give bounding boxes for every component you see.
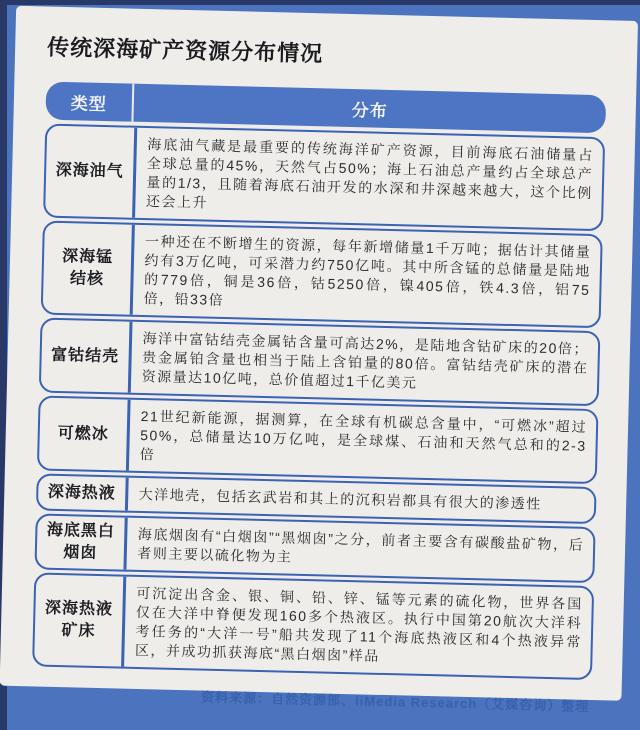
row-distribution-text: 海底烟囱有“白烟囱”“黑烟囱”之分，前者主要含有碳酸盐矿物，后者则主要以硫化物为主 [137,525,585,565]
row-distribution-text: 可沉淀出含金、银、铜、铅、锌、锰等元素的硫化物，世界各国仅在大洋中脊便发现160多个热液区。执行中国第20航次大洋科考任务的“大洋一号”船共发现了11个海底热液区和4个热液异常区，并成功抓获海底“黑白烟囱”样品 [134,584,583,664]
row-distribution-text: 海底油气藏是最重要的传统海洋矿产资源，目前海底石油储量占全球总量的45%，天然气占50%；海上石油总产量约占全球总产量的1/3，且随着海底石油开发的水深和井深越来越大，这个比例还会上升 [145,136,594,211]
table-row [37,395,599,484]
row-type-label: 深海油气 [55,162,124,181]
table-row [39,317,601,406]
table-row [43,124,605,232]
row-type-label: 富钴结壳 [50,346,120,366]
table-row [41,221,603,329]
row-type-label: 可燃冰 [57,424,109,443]
row-type-label: 深海锰 结核 [61,248,114,289]
row-distribution-text: 大洋地壳，包括玄武岩和其上的沉积岩都具有很大的渗透性 [138,485,542,512]
table-row [32,572,594,680]
row-distribution-text: 21世纪新能源，据测算，在全球有机碳总含量中，“可燃冰”超过50%，总储量达10万亿吨，是全球煤、石油和天然气总和的2-3倍 [139,407,588,463]
row-type-label: 深海热液 [47,483,117,503]
column-header-type: 类型 [70,93,108,114]
table-row [34,513,595,583]
resource-table [32,82,606,681]
column-header-distribution: 分布 [351,100,388,121]
row-type-label: 深海热液 矿床 [44,600,114,640]
page-title: 传统深海矿产资源分布情况 [46,34,324,67]
row-distribution-text: 海洋中富钴结壳金属钴含量可高达2%，是陆地含钴矿床的20倍；贵金属铂含量也相当于陆上含铂量的80倍。富钴结壳矿床的潜在资源量达10亿吨，总价值超过1千亿美元 [141,329,590,391]
infographic-card [0,6,638,715]
data-source-credit: 资料来源：自然资源部、iiMedia Research（艾媒咨询）整理 [200,689,590,715]
row-distribution-text: 一种还在不断增生的资源，每年新增储量1千万吨；据估计其储量约有3万亿吨，可采潜力约750亿吨。其中所含锰的总储量是陆地的779倍，铜是36倍，钴5250倍，镍405倍，铁4.3倍，铝75倍，铅33倍 [143,233,592,308]
row-type-label: 海底黑白 烟囱 [46,522,116,562]
